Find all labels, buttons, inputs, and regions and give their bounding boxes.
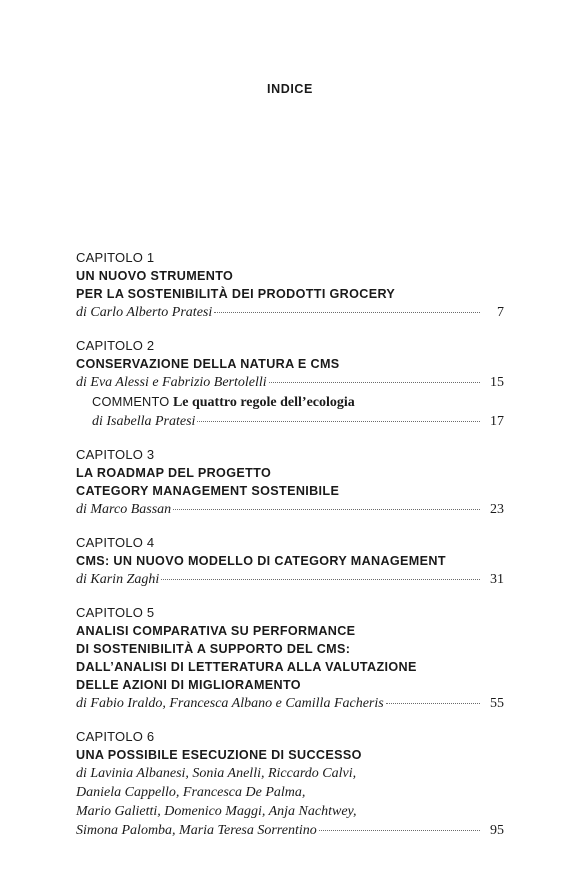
chapter-authors: di Eva Alessi e Fabrizio Bertolelli [76,375,267,390]
chapter-authors-line: Mario Galietti, Domenico Maggi, Anja Nachtwey, [76,804,357,819]
chapter-title-line: UNA POSSIBILE ESECUZIONE DI SUCCESSO [76,748,362,762]
toc-entry[interactable] [76,500,504,519]
dot-leader [173,509,480,510]
chapter-label: CAPITOLO 4 [76,535,155,550]
chapter-authors-line: di Lavinia Albanesi, Sonia Anelli, Riccardo Calvi, [76,766,357,781]
chapter-title-line: DI SOSTENIBILITÀ A SUPPORTO DEL CMS: [76,642,351,656]
chapter-2 [76,337,504,431]
dot-leader [319,830,480,831]
comment-authors: di Isabella Pratesi [92,414,196,429]
chapter-title-line: DELLE AZIONI DI MIGLIORAMENTO [76,678,301,692]
page-number: 15 [490,375,504,390]
table-of-contents [76,249,504,855]
chapter-title-line: CONSERVAZIONE DELLA NATURA E CMS [76,357,340,371]
dot-leader [161,579,480,580]
page-title: INDICE [267,82,313,96]
comment-title: Le quattro regole dell’ecologia [172,395,355,410]
chapter-authors: di Karin Zaghi [76,572,160,587]
chapter-label: CAPITOLO 2 [76,338,155,353]
page-number: 23 [490,502,504,517]
toc-entry[interactable] [76,373,504,392]
chapter-6 [76,728,504,840]
toc-entry[interactable] [76,694,504,713]
page-number: 31 [490,572,504,587]
chapter-authors: Simona Palomba, Maria Teresa Sorrentino [76,823,317,838]
chapter-3 [76,446,504,519]
dot-leader [269,382,480,383]
chapter-title-line: LA ROADMAP DEL PROGETTO [76,466,272,480]
toc-entry[interactable] [76,570,504,589]
chapter-4 [76,534,504,589]
chapter-title-line: DALL’ANALISI DI LETTERATURA ALLA VALUTAZIONE [76,660,417,674]
comment-section [92,392,504,431]
chapter-authors: di Carlo Alberto Pratesi [76,305,213,320]
page-number: 7 [497,305,504,320]
comment-heading [92,392,504,412]
dot-leader [386,703,480,704]
chapter-5 [76,604,504,713]
chapter-label: CAPITOLO 3 [76,447,155,462]
toc-entry[interactable] [92,412,504,431]
chapter-1 [76,249,504,322]
page-number: 55 [490,696,504,711]
chapter-label: CAPITOLO 1 [76,250,155,265]
chapter-title-line: ANALISI COMPARATIVA SU PERFORMANCE [76,624,356,638]
chapter-title-line: CMS: UN NUOVO MODELLO DI CATEGORY MANAGEMENT [76,554,446,568]
chapter-authors: di Marco Bassan [76,502,172,517]
chapter-authors-line: Daniela Cappello, Francesca De Palma, [76,785,306,800]
page-number: 95 [490,823,504,838]
toc-entry[interactable] [76,821,504,840]
chapter-label: CAPITOLO 5 [76,605,155,620]
chapter-authors: di Fabio Iraldo, Francesca Albano e Camilla Facheris [76,696,384,711]
chapter-title-line: PER LA SOSTENIBILITÀ DEI PRODOTTI GROCERY [76,287,396,301]
chapter-title-line: UN NUOVO STRUMENTO [76,269,234,283]
chapter-label: CAPITOLO 6 [76,729,155,744]
chapter-title-line: CATEGORY MANAGEMENT SOSTENIBILE [76,484,340,498]
page-number: 17 [490,414,504,429]
toc-entry[interactable] [76,303,504,322]
comment-keyword: COMMENTO [92,394,170,409]
dot-leader [197,421,480,422]
dot-leader [214,312,480,313]
